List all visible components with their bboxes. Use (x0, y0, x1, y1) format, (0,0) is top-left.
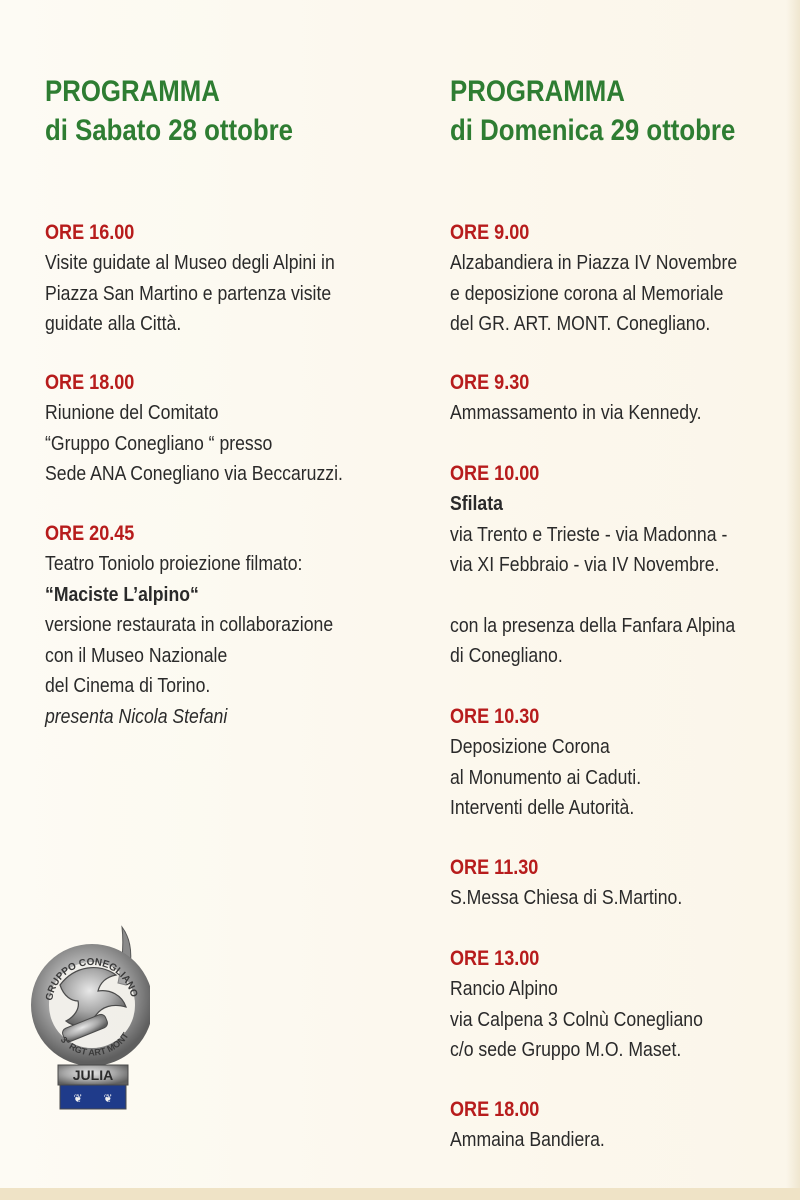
event-line: “Gruppo Conegliano “ presso (45, 431, 273, 455)
event-line: Rancio Alpino (450, 977, 558, 1000)
event-sun-1030 (450, 702, 672, 824)
event-line: al Monumento ai Caduti. (450, 765, 642, 789)
event-line: Teatro Toniolo proiezione filmato: (45, 552, 303, 575)
parade-title: Sfilata (450, 492, 503, 515)
event-time: ORE 9.30 (450, 371, 530, 394)
event-line: via XI Febbraio - via IV Novembre. (450, 553, 720, 576)
presenter-line: presenta Nicola Stefani (45, 704, 228, 728)
event-sat-2045 (45, 519, 380, 732)
sunday-title-line1: PROGRAMMA (450, 75, 625, 108)
saturday-title-line1: PROGRAMMA (45, 75, 220, 108)
event-line: di Conegliano. (450, 644, 563, 667)
paper-edge-right (786, 0, 800, 1200)
sunday-title (450, 72, 735, 150)
event-time: ORE 20.45 (45, 522, 135, 545)
event-line: Ammaina Bandiera. (450, 1128, 605, 1151)
event-sat-1600 (45, 218, 382, 340)
badge-banner-text: JULIA (72, 1067, 114, 1083)
film-title: “Maciste L’alpino“ (45, 582, 199, 606)
event-line: del GR. ART. MONT. Conegliano. (450, 312, 711, 335)
badge-lower-text: 3° RGT ART MONT (58, 1030, 131, 1058)
event-time: ORE 18.00 (45, 371, 135, 394)
event-line: via Calpena 3 Colnù Conegliano (450, 1007, 703, 1031)
paper-edge-bottom (0, 1188, 800, 1200)
laurel-icon: ❦ (103, 1092, 113, 1105)
laurel-icon: ❦ (73, 1092, 83, 1105)
event-line: c/o sede Gruppo M.O. Maset. (450, 1038, 682, 1061)
event-line: e deposizione corona al Memoriale (450, 281, 724, 305)
event-spacer (450, 581, 782, 611)
event-time: ORE 13.00 (450, 947, 540, 970)
event-sat-1800 (45, 368, 391, 490)
event-line: Deposizione Corona (450, 735, 610, 758)
event-sun-1130 (450, 853, 720, 914)
event-time: ORE 10.30 (450, 705, 540, 728)
event-line: con il Museo Nazionale (45, 643, 228, 667)
sunday-title-line2: di Domenica 29 ottobre (450, 114, 736, 147)
event-time: ORE 9.00 (450, 221, 530, 244)
event-sun-0900 (450, 218, 784, 340)
event-time: ORE 18.00 (450, 1098, 540, 1121)
event-line: Riunione del Comitato (45, 401, 219, 424)
event-sun-0930 (450, 368, 742, 429)
event-line: con la presenza della Fanfara Alpina (450, 613, 736, 637)
event-sun-1300 (450, 944, 744, 1066)
event-line: S.Messa Chiesa di S.Martino. (450, 886, 683, 909)
event-sun-1800 (450, 1095, 630, 1156)
event-line: guidate alla Città. (45, 312, 182, 335)
gruppo-conegliano-badge (30, 925, 150, 1150)
saturday-title-line2: di Sabato 28 ottobre (45, 114, 294, 147)
event-time: ORE 11.30 (450, 856, 539, 879)
event-line: del Cinema di Torino. (45, 674, 211, 697)
event-line: Ammassamento in via Kennedy. (450, 401, 702, 424)
event-time: ORE 10.00 (450, 462, 540, 485)
event-line: Alzabandiera in Piazza IV Novembre (450, 251, 738, 274)
event-line: Sede ANA Conegliano via Beccaruzzi. (45, 462, 343, 485)
event-line: versione restaurata in collaborazione (45, 613, 334, 636)
event-time: ORE 16.00 (45, 221, 135, 244)
event-line: Visite guidate al Museo degli Alpini in (45, 251, 335, 274)
event-line: via Trento e Trieste - via Madonna - (450, 522, 728, 546)
event-line: Piazza San Martino e partenza visite (45, 281, 332, 305)
event-sun-1000 (450, 459, 782, 672)
badge-ring-text: GRUPPO CONEGLIANO (44, 956, 140, 1002)
saturday-title (45, 72, 293, 150)
event-line: Interventi delle Autorità. (450, 796, 635, 819)
